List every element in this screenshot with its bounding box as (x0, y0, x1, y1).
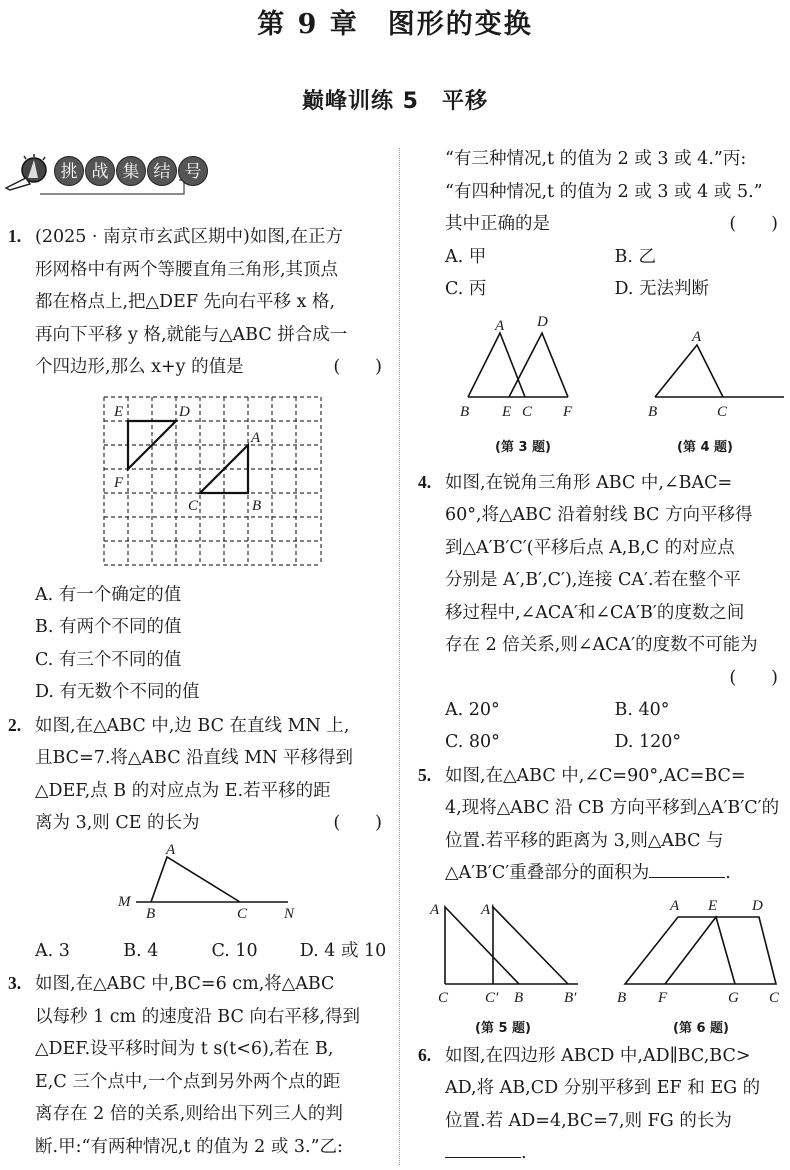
question-text: 个四边形,那么 x+y 的值是 (35, 357, 244, 377)
option-b: B. 乙 (614, 246, 656, 267)
options-row (418, 273, 784, 306)
column-divider (399, 148, 400, 1165)
question-text: 如图,在△ABC 中,∠C=90°,AC=BC= (445, 765, 746, 786)
q4-figure (648, 329, 784, 420)
point-label: A (670, 897, 680, 914)
point-label: C′ (485, 989, 499, 1006)
option-a: A. 3 (35, 940, 70, 961)
point-label: E (708, 897, 718, 914)
point-label: C (188, 497, 199, 514)
option-c: C. 10 (211, 940, 258, 961)
section-title: 巅峰训练 5 平移 (302, 89, 488, 114)
question-number: 6. (418, 1044, 432, 1065)
banner-char: 战 (85, 156, 115, 186)
options-row (418, 726, 784, 759)
point-label: C (522, 403, 533, 420)
point-label: F (114, 474, 124, 491)
point-label: C (438, 989, 449, 1006)
figure-caption: (第 3 题) (495, 439, 551, 455)
figures-5-6 (418, 890, 784, 1035)
point-label: F (563, 403, 573, 420)
question-text: 如图,在锐角三角形 ABC 中,∠BAC= (445, 472, 733, 493)
question-text: 且BC=7.将△ABC 沿直线 MN 平移得到 (35, 748, 354, 768)
point-label: B (514, 989, 524, 1006)
question-number: 5. (418, 764, 432, 785)
question-text: 再向下平移 y 格,就能与△ABC 拼合成一 (35, 324, 348, 345)
question-3-continued (418, 143, 784, 306)
options-row (418, 694, 784, 727)
question-text: △DEF.设平移时间为 t s(t<6),若在 B, (35, 1039, 334, 1059)
answer-blank[interactable] (445, 1139, 521, 1158)
answer-paren: ( ) (333, 357, 382, 377)
question-4 (418, 466, 784, 759)
question-text: 位置.若 AD=4,BC=7,则 FG 的长为 (445, 1110, 732, 1131)
period: . (725, 863, 731, 883)
point-label: G (728, 989, 739, 1006)
right-column (418, 143, 784, 1170)
banner-char: 挑 (54, 156, 84, 186)
point-label: D (537, 313, 548, 330)
banner-char: 集 (116, 156, 146, 186)
question-text: 如图,在△ABC 中,边 BC 在直线 MN 上, (35, 715, 350, 736)
question-text: 60°,将△ABC 沿着射线 BC 方向平移得 (445, 505, 753, 525)
question-1 (8, 220, 388, 709)
point-label: D (752, 897, 763, 914)
question-text: 到△A′B′C′(平移后点 A,B,C 的对应点 (445, 537, 735, 558)
point-label: B (648, 403, 658, 420)
figure-caption: (第 5 题) (475, 1020, 531, 1036)
question-text: 以每秒 1 cm 的速度沿 BC 向右平移,得到 (35, 1006, 360, 1027)
question-text: “有三种情况,t 的值为 2 或 3 或 4.”丙: (445, 149, 747, 169)
question-text: 如图,在四边形 ABCD 中,AD∥BC,BC> (445, 1045, 751, 1066)
option-b: B. 40° (614, 699, 670, 720)
option-d: D. 4 或 10 (299, 940, 387, 961)
question-text: △DEF,点 B 的对应点为 E.若平移的距 (35, 780, 331, 801)
point-label: A (166, 841, 176, 858)
question-number: 1. (8, 226, 22, 246)
option-b: B. 4 (123, 940, 159, 961)
answer-paren: ( ) (333, 813, 382, 833)
option-b: B. 有两个不同的值 (35, 617, 182, 637)
point-label: B (146, 905, 156, 922)
question-text: 离为 3,则 CE 的长为 (35, 813, 200, 833)
point-label: D (179, 403, 190, 420)
q3-figure (460, 314, 573, 420)
question-2 (8, 709, 388, 968)
question-5 (418, 759, 784, 890)
option-a: A. 有一个确定的值 (35, 584, 182, 605)
question-number: 2. (8, 714, 22, 735)
point-label: E (502, 403, 512, 420)
point-label: C (237, 905, 248, 922)
option-a: A. 20° (445, 699, 500, 720)
point-label: E (114, 403, 124, 420)
option-d: D. 120° (614, 732, 682, 752)
answer-blank[interactable] (649, 859, 725, 878)
point-label: A (495, 317, 505, 334)
point-label: B (460, 403, 470, 420)
point-label: B (252, 497, 262, 514)
question-number: 4. (418, 471, 432, 492)
period: . (521, 1143, 527, 1163)
point-label: A (430, 901, 440, 918)
question-text: E,C 三个点中,一个点到另外两个点的距 (35, 1071, 341, 1092)
answer-paren: ( ) (729, 667, 778, 688)
question-text: 存在 2 倍关系,则∠ACA′的度数不可能为 (445, 635, 758, 655)
options-row (418, 241, 784, 274)
question-text: 位置.若平移的距离为 3,则△ABC 与 (445, 830, 724, 851)
question-text: 移过程中,∠ACA′和∠CA′B′的度数之间 (445, 602, 745, 623)
q6-figure (617, 898, 780, 1006)
point-label: M (118, 893, 131, 910)
question-text: 形网格中有两个等腰直角三角形,其顶点 (35, 259, 339, 280)
question-text: 都在格点上,把△DEF 先向右平移 x 格, (35, 292, 336, 312)
q5-figure (429, 902, 578, 1006)
option-c: C. 有三个不同的值 (35, 649, 182, 670)
question-number: 3. (8, 973, 22, 993)
answer-paren: ( ) (729, 214, 778, 234)
left-column (8, 220, 388, 1163)
question-text: 如图,在△ABC 中,BC=6 cm,将△ABC (35, 974, 335, 994)
point-label: A (251, 429, 261, 446)
point-label: B (617, 989, 627, 1006)
chapter-title: 第 9 章 图形的变换 (257, 9, 533, 40)
q2-figure (8, 840, 388, 935)
point-label: C (717, 403, 728, 420)
banner-char: 号 (178, 156, 208, 186)
option-d: D. 有无数个不同的值 (35, 682, 200, 702)
question-text: “有四种情况,t 的值为 2 或 3 或 4 或 5.” (445, 181, 763, 202)
option-a: A. 甲 (445, 246, 487, 267)
point-label: A (692, 328, 702, 345)
point-label: F (658, 989, 668, 1006)
question-text: AD,将 AB,CD 分别平移到 EF 和 EG 的 (445, 1078, 761, 1098)
figures-3-4 (418, 306, 784, 456)
point-label: A′ (481, 901, 494, 918)
question-text: 断.甲:“有两种情况,t 的值为 2 或 3.”乙: (35, 1136, 343, 1157)
question-text: 其中正确的是 (445, 214, 550, 234)
option-d: D. 无法判断 (614, 279, 710, 299)
figure-caption: (第 4 题) (677, 439, 733, 455)
question-3 (8, 967, 388, 1163)
point-label: N (284, 905, 295, 922)
q1-grid-figure (8, 384, 388, 579)
figure-caption: (第 6 题) (673, 1020, 729, 1036)
option-c: C. 丙 (445, 279, 487, 299)
question-6 (418, 1039, 784, 1170)
option-c: C. 80° (445, 732, 500, 752)
question-text: (2025 · 南京市玄武区期中)如图,在正方 (35, 227, 343, 247)
banner-char: 结 (147, 156, 177, 186)
options-row (8, 935, 388, 968)
question-text: △A′B′C′重叠部分的面积为 (445, 863, 650, 883)
point-label: C (769, 989, 780, 1006)
question-text: 分别是 A′,B′,C′),连接 CA′.若在整个平 (445, 570, 742, 590)
point-label: B′ (564, 989, 577, 1006)
question-text: 4,现将△ABC 沿 CB 方向平移到△A′B′C′的 (445, 798, 780, 818)
question-text: 离存在 2 倍的关系,则给出下列三人的判 (35, 1104, 343, 1124)
